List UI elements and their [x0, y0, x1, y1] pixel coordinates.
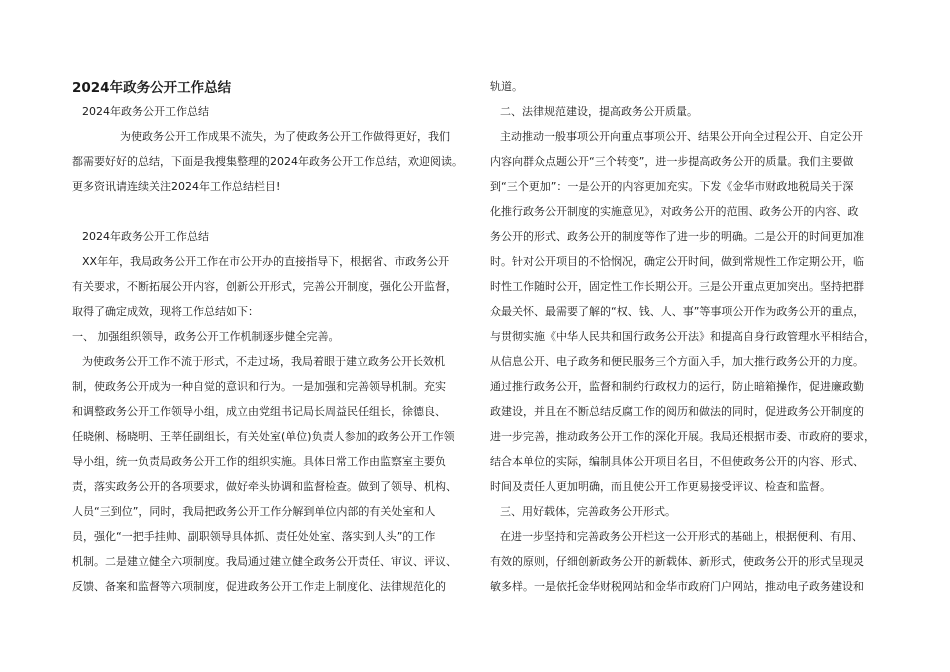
paragraph-line: 主动推动一般事项公开向重点事项公开、结果公开向全过程公开、自定公开 — [500, 130, 863, 143]
section-heading: 三、用好载体，完善政务公开形式。 — [500, 505, 676, 518]
paragraph-line: 导小组，统一负责局政务公开工作的组织实施。具体日常工作由监察室主要负 — [72, 455, 446, 468]
paragraph-line: 时。针对公开项目的不恰悯况，确定公开时间，做到常规性工作定期公开，临 — [490, 255, 864, 268]
paragraph-line: 都需要好好的总结，下面是我搜集整理的2024年政务公开工作总结，欢迎阅读。 — [72, 155, 463, 168]
section-heading: 二、法律规范建设，提高政务公开质量。 — [500, 105, 698, 118]
paragraph-line: 有关要求，不断拓展公开内容，创新公开形式，完善公开制度，强化公开监督， — [72, 280, 457, 293]
paragraph-line: 时性工作随时公开，固定性工作长期公开。三是公开重点更加突出。坚持把群 — [490, 280, 864, 293]
paragraph-line: 务公开的形式、政务公开的制度等作了进一步的明确。二是公开的时间更加准 — [490, 230, 864, 243]
paragraph-line: 到“三个更加”：一是公开的内容更加充实。下发《金华市财政地税局关于深 — [490, 180, 854, 193]
paragraph-line: 时间及责任人更加明确，而且使公开工作更易接受评议、检查和监督。 — [490, 480, 831, 493]
paragraph-line: 和调整政务公开工作领导小组，成立由党组书记局长周益民任组长，徐德良、 — [72, 405, 446, 418]
paragraph-line: 政建设，并且在不断总结反腐工作的阅历和做法的同时，促进政务公开制度的 — [490, 405, 864, 418]
paragraph-line: 通过推行政务公开，监督和制约行政权力的运行，防止暗箱操作，促进廉政勤 — [490, 380, 864, 393]
paragraph-line: 更多资讯请连续关注2024年工作总结栏目! — [72, 180, 281, 193]
paragraph-line: 责，落实政务公开的各项要求，做好牵头协调和监督检查。做到了领导、机构、 — [72, 480, 457, 493]
paragraph-line: XX年年，我局政务公开工作在市公开办的直接指导下，根据省、市政务公开 — [82, 255, 450, 268]
paragraph-line: 为使政务公开工作不流于形式，不走过场，我局着眼于建立政务公开长效机 — [82, 355, 445, 368]
paragraph-line: 众最关怀、最需要了解的“权、钱、人、事”等事项公开作为政务公开的重点， — [490, 305, 865, 318]
section-heading: 一、 加强组织领导，政务公开工作机制逐步健全完善。 — [72, 330, 340, 343]
paragraph-line: 人员“三到位”，同时，我局把政务公开工作分解到单位内部的有关处室和人 — [72, 505, 436, 518]
paragraph-line: 制，使政务公开成为一种自觉的意识和行为。一是加强和完善领导机制。充实 — [72, 380, 446, 393]
paragraph-line: 2024年政务公开工作总结 — [82, 230, 209, 243]
paragraph-line: 进一步完善，推动政务公开工作的深化开展。我局还根据市委、市政府的要求， — [490, 430, 875, 443]
paragraph-line: 化推行政务公开制度的实施意见》，对政务公开的范围、政务公开的内容、政 — [490, 205, 859, 218]
paragraph-line: 员，强化“一把手挂帅、副职领导具体抓、责任处处室、落实到人头”的工作 — [72, 530, 436, 543]
paragraph-line: 为使政务公开工作成果不流失，为了使政务公开工作做得更好，我们 — [120, 130, 450, 143]
paragraph-line: 与贯彻实施《中华人民共和国行政务公开法》和提高自身行政管理水平相结合， — [490, 330, 875, 343]
paragraph-line: 轨道。 — [490, 80, 523, 93]
paragraph-line: 2024年政务公开工作总结 — [82, 105, 209, 118]
paragraph-line: 反馈、备案和监督等六项制度，促进政务公开工作走上制度化、法律规范化的 — [72, 580, 446, 593]
paragraph-line: 有效的原则，仔细创新政务公开的新载体、新形式，使政务公开的形式呈现灵 — [490, 555, 864, 568]
paragraph-line: 从信息公开、电子政务和便民服务三个方面入手，加大推行政务公开的力度。 — [490, 355, 864, 368]
paragraph-line: 在进一步坚持和完善政务公开栏这一公开形式的基础上，根据便利、有用、 — [500, 530, 863, 543]
paragraph-line: 任晓俐、杨晓明、王莘任副组长，有关处室(单位)负责人参加的政务公开工作领 — [72, 430, 455, 443]
paragraph-line: 机制。二是建立健全六项制度。我局通过建立健全政务公开责任、审议、评议、 — [72, 555, 457, 568]
document-title: 2024年政务公开工作总结 — [72, 80, 232, 96]
paragraph-line: 取得了确定成效，现将工作总结如下： — [72, 305, 259, 318]
paragraph-line: 结合本单位的实际，编制具体公开项目名目，不但使政务公开的内容、形式、 — [490, 455, 864, 468]
paragraph-line: 内容向群众点题公开“三个转变”，进一步提高政务公开的质量。我们主要做 — [490, 155, 854, 168]
paragraph-line: 敏多样。一是依托金华财税网站和金华市政府门户网站，推动电子政务建设和 — [490, 580, 864, 593]
